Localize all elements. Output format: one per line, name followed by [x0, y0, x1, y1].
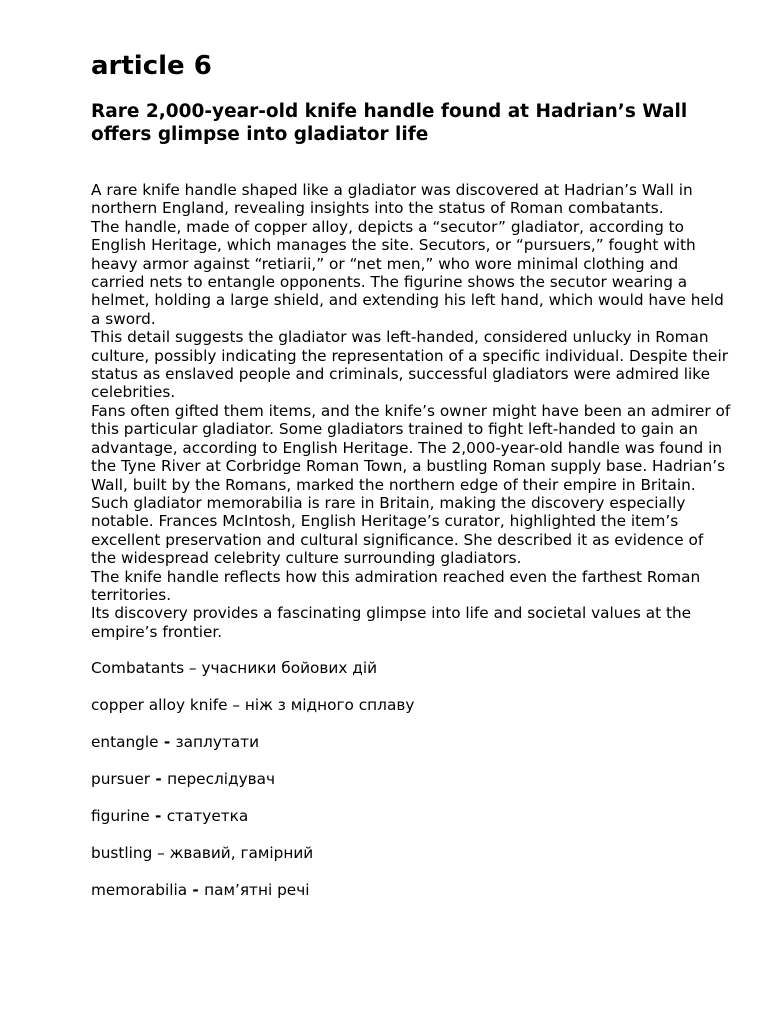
- glossary-term: entangle: [91, 732, 159, 751]
- glossary-separator: –: [184, 659, 202, 678]
- paragraph: Fans often gifted them items, and the knife’s owner might have been an admirer of this particular gladiator. Some gladiators trained to fight left-handed to gain an advantage, according to English Heritage. The 2,000-year-old handle was found in the Tyne River at Corbridge Roman Town, a bustling Roman supply base. Hadrian’s Wall, built by the Romans, marked the northern edge of their empire in Britain. Such gladiator memorabilia is rare in Britain, making the discovery especially notable. Frances McIntosh, English Heritage’s curator, highlighted the item’s excellent preservation and cultural significance. She described it as evidence of the widespread celebrity culture surrounding gladiators.: [91, 401, 731, 568]
- glossary-item: [91, 696, 731, 714]
- glossary-translation: пам’ятні речі: [204, 880, 310, 899]
- article-title: Rare 2,000-year-old knife handle found at Hadrian’s Wall offers glimpse into gladiator life: [91, 101, 688, 145]
- glossary-item: [91, 807, 731, 825]
- glossary-item: [91, 881, 731, 899]
- glossary-separator: -: [150, 769, 168, 788]
- glossary-separator: –: [152, 843, 170, 862]
- glossary-item: [91, 844, 731, 862]
- glossary-translation: учасники бойових дій: [201, 659, 378, 678]
- paragraph: Its discovery provides a fascinating glimpse into life and societal values at the empire’s frontier.: [91, 604, 692, 641]
- glossary-translation: статуетка: [166, 806, 249, 825]
- glossary-term: Combatants: [91, 659, 185, 678]
- glossary-term: memorabilia: [91, 880, 188, 899]
- glossary-term: copper alloy knife: [91, 696, 228, 715]
- glossary-term: bustling: [91, 843, 153, 862]
- glossary-term: figurine: [91, 806, 150, 825]
- paragraph: This detail suggests the gladiator was left-handed, considered unlucky in Roman culture, possibly indicating the representation of a specific individual. Despite their status as enslaved people and criminals, successful gladiators were admired like celebrities.: [91, 328, 728, 402]
- glossary-separator: -: [149, 806, 167, 825]
- glossary-term: pursuer: [91, 769, 151, 788]
- glossary-list: [91, 659, 731, 899]
- glossary-separator: –: [227, 696, 245, 715]
- paragraph: The handle, made of copper alloy, depicts a “secutor” gladiator, according to English Heritage, which manages the site. Secutors, or “pursuers,” fought with heavy armor against “retiarii,” or “net men,” who wore minimal clothing and carried nets to entangle opponents. The figurine shows the secutor wearing a helmet, holding a large shield, and extending his left hand, which would have held a sword.: [91, 217, 724, 328]
- glossary-separator: -: [187, 880, 205, 899]
- glossary-translation: заплутати: [175, 732, 260, 751]
- glossary-separator: -: [158, 732, 176, 751]
- article-heading: article 6: [91, 51, 212, 81]
- glossary-item: [91, 659, 731, 677]
- glossary-item: [91, 770, 731, 788]
- paragraph: The knife handle reflects how this admiration reached even the farthest Roman territories.: [91, 567, 701, 604]
- glossary-translation: ніж з мідного сплаву: [244, 696, 415, 715]
- glossary-translation: жвавий, гамірний: [169, 843, 314, 862]
- document-page: [91, 48, 731, 918]
- glossary-item: [91, 733, 731, 751]
- glossary-translation: переслідувач: [167, 769, 276, 788]
- paragraph: A rare knife handle shaped like a gladiator was discovered at Hadrian’s Wall in northern England, revealing insights into the status of Roman combatants.: [91, 181, 693, 218]
- article-body: [91, 181, 731, 641]
